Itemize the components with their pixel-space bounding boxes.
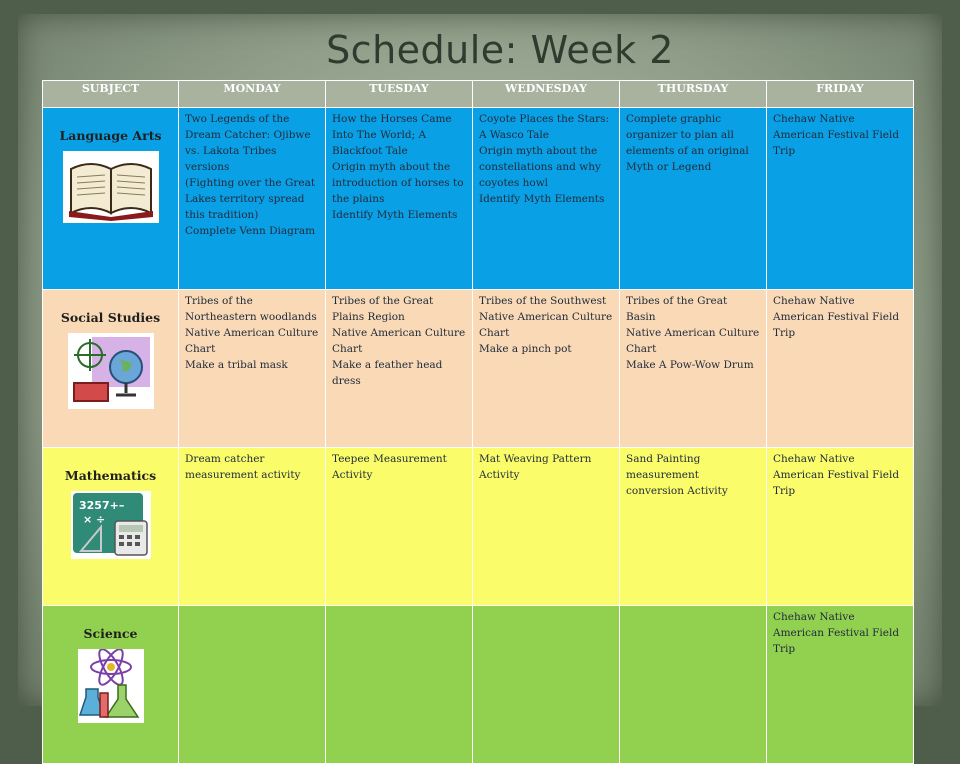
cell-friday: Chehaw Native American Festival Field Trip [767, 290, 914, 448]
svg-text:× ÷: × ÷ [82, 513, 105, 526]
subject-cell [43, 448, 179, 606]
row-language-arts [43, 108, 914, 290]
cell-friday: Chehaw Native American Festival Field Trip [767, 108, 914, 290]
page-title: Schedule: Week 2 [326, 28, 674, 72]
cell-friday: Chehaw Native American Festival Field Trip [767, 448, 914, 606]
cell-friday: Chehaw Native American Festival Field Trip [767, 606, 914, 764]
cell-thursday: Complete graphic organizer to plan all elements of an original Myth or Legend [620, 108, 767, 290]
cell-tuesday: Tribes of the Great Plains Region Native American Culture Chart Make a feather head dress [326, 290, 473, 448]
cell-thursday [620, 606, 767, 764]
cell-thursday: Sand Painting measurement conversion Activity [620, 448, 767, 606]
cell-wednesday: Tribes of the Southwest Native American Culture Chart Make a pinch pot [473, 290, 620, 448]
schedule-table [42, 80, 914, 764]
row-social-studies [43, 290, 914, 448]
cell-wednesday: Mat Weaving Pattern Activity [473, 448, 620, 606]
header-thursday: THURSDAY [620, 81, 767, 108]
subject-cell [43, 290, 179, 448]
globe-compass-icon [68, 333, 154, 409]
subject-label: Language Arts [59, 128, 162, 143]
header-wednesday: WEDNESDAY [473, 81, 620, 108]
row-mathematics [43, 448, 914, 606]
cell-wednesday [473, 606, 620, 764]
subject-label: Mathematics [64, 468, 157, 483]
header-row [43, 81, 914, 108]
cell-wednesday: Coyote Places the Stars: A Wasco Tale Origin myth about the constellations and why coyotes howl Identify Myth Elements [473, 108, 620, 290]
subject-label: Science [83, 626, 138, 641]
cell-tuesday: How the Horses Came Into The World; A Blackfoot Tale Origin myth about the introduction of horses to the plains Identify Myth Elements [326, 108, 473, 290]
cell-monday [179, 606, 326, 764]
calculator-icon [71, 491, 151, 559]
cell-tuesday: Teepee Measurement Activity [326, 448, 473, 606]
atom-flask-icon [78, 649, 144, 723]
svg-text:3257+–: 3257+– [78, 499, 124, 512]
cell-monday: Two Legends of the Dream Catcher: Ojibwe vs. Lakota Tribes versions (Fighting over the Great Lakes territory spread this tradition) Complete Venn Diagram [179, 108, 326, 290]
subject-cell [43, 606, 179, 764]
open-book-icon [63, 151, 159, 223]
subject-cell [43, 108, 179, 290]
header-subject: SUBJECT [43, 81, 179, 108]
subject-label: Social Studies [60, 310, 161, 325]
cell-tuesday [326, 606, 473, 764]
header-monday: MONDAY [179, 81, 326, 108]
header-tuesday: TUESDAY [326, 81, 473, 108]
cell-monday: Dream catcher measurement activity [179, 448, 326, 606]
cell-monday: Tribes of the Northeastern woodlands Native American Culture Chart Make a tribal mask [179, 290, 326, 448]
header-friday: FRIDAY [767, 81, 914, 108]
row-science [43, 606, 914, 764]
cell-thursday: Tribes of the Great Basin Native American Culture Chart Make A Pow-Wow Drum [620, 290, 767, 448]
